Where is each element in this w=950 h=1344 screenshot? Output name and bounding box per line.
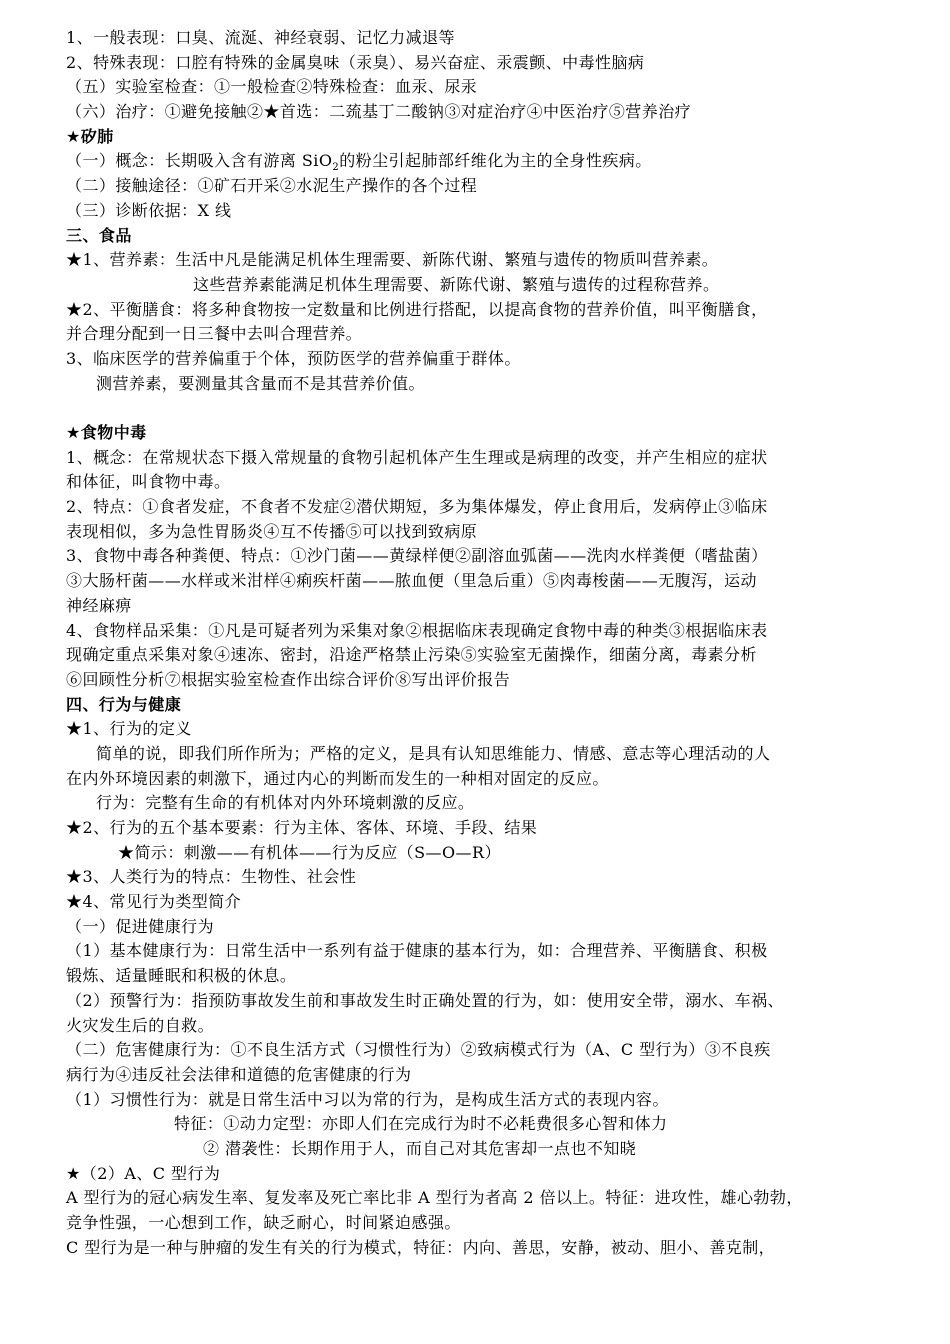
text-line: ★2、平衡膳食：将多种食物按一定数量和比例进行搭配，以提高食物的营养价值，叫平衡膳食， [66, 299, 768, 319]
text-line: 简单的说，即我们所作所为；严格的定义，是具有认知思维能力、情感、意志等心理活动的人 [96, 743, 771, 763]
text-line: 病行为④违反社会法律和道德的危害健康的行为 [66, 1064, 412, 1084]
text-line: 1、一般表现：口臭、流涎、神经衰弱、记忆力减退等 [66, 28, 455, 47]
text-line: （一）促进健康行为 [66, 916, 215, 936]
text-line: ★1、营养素：生活中凡是能满足机体生理需要、新陈代谢、繁殖与遗传的物质叫营养素。 [66, 250, 719, 270]
text-line: 竞争性强，一心想到工作，缺乏耐心，时间紧迫感强。 [66, 1213, 461, 1232]
text-line: 在内外环境因素的刺激下，通过内心的判断而发生的一种相对固定的反应。 [66, 768, 609, 788]
text-line: （二）接触途径：①矿石开采②水泥生产操作的各个过程 [66, 176, 478, 196]
text-line: ★2、行为的五个基本要素：行为主体、客体、环境、手段、结果 [66, 818, 538, 837]
subscript: 2 [332, 162, 340, 174]
text-line: （六）治疗：①避免接触②★首选：二巯基丁二酸钠③对症治疗④中医治疗⑤营养治疗 [66, 102, 692, 122]
text-line: 特征：①动力定型：亦即人们在完成行为时不必耗费很多心智和体力 [174, 1114, 668, 1134]
text-line: 火灾发生后的自救。 [66, 1015, 215, 1035]
text-fragment: （一）概念：长期吸入含有游离 SiO [66, 151, 333, 171]
text-line: ★3、人类行为的特点：生物性、社会性 [66, 867, 357, 887]
blank-line [66, 396, 884, 421]
text-line: 测营养素，要测量其含量而不是其营养价值。 [96, 373, 426, 393]
text-line: （1）基本健康行为：日常生活中一系列有益于健康的基本行为，如：合理营养、平衡膳食、积极 [66, 941, 768, 961]
text-line: ③大肠杆菌——水样或米泔样④痢疾杆菌——脓血便（里急后重）⑤肉毒梭菌——无腹泻，运动 [66, 571, 757, 591]
text-line: 2、特殊表现：口腔有特殊的金属臭味（汞臭）、易兴奋症、汞震颤、中毒性脑病 [66, 52, 645, 72]
section-heading: 四、行为与健康 [66, 694, 182, 714]
text-line: 表现相似，多为急性胃肠炎④互不传播⑤可以找到致病原 [66, 521, 478, 541]
text-line: （2）预警行为：指预防事故发生前和事故发生时正确处置的行为，如：使用安全带，溺水、车祸、 [66, 990, 784, 1010]
section-heading: ★食物中毒 [66, 423, 147, 442]
text-line: 行为：完整有生命的有机体对内外环境刺激的反应。 [96, 793, 475, 813]
text-line: 4、食物样品采集：①凡是可疑者列为采集对象②根据临床表现确定食物中毒的种类③根据临床表 [66, 620, 768, 640]
text-line: 现确定重点采集对象④速冻、密封，沿途严格禁止污染⑤实验室无菌操作，细菌分离，毒素分析 [66, 645, 757, 665]
text-line: ★（2）A、C 型行为 [66, 1163, 221, 1183]
section-heading: 三、食品 [66, 225, 132, 245]
text-line: 锻炼、适量睡眠和积极的休息。 [66, 966, 297, 986]
text-line: ★1、行为的定义 [66, 719, 192, 739]
text-line: （1）习惯性行为：就是日常生活中习以为常的行为，是构成生活方式的表现内容。 [66, 1089, 669, 1109]
text-line: 并合理分配到一日三餐中去叫合理营养。 [66, 324, 363, 344]
text-line: 3、临床医学的营养偏重于个体，预防医学的营养偏重于群体。 [66, 348, 521, 368]
text-line: （三）诊断依据：X 线 [66, 200, 232, 220]
text-line: A 型行为的冠心病发生率、复发率及死亡率比非 A 型行为者高 2 倍以上。特征：进攻性，雄心勃勃， [66, 1188, 803, 1208]
text-line: 3、食物中毒各种粪便、特点：①沙门菌——黄绿样便②副溶血弧菌——洗肉水样粪便（嗜盐菌） [66, 546, 768, 566]
text-line: （五）实验室检查：①一般检查②特殊检查：血汞、尿汞 [66, 77, 478, 97]
section-heading: ★矽肺 [66, 126, 114, 146]
text-fragment: 的粉尘引起肺部纤维化为主的全身性疾病。 [339, 151, 652, 171]
text-line: ★简示：刺激——有机体——行为反应（S—O—R） [118, 842, 501, 862]
text-line: 和体征，叫食物中毒。 [66, 472, 231, 492]
text-line: ⑥回顾性分析⑦根据实验室检查作出综合评价⑧写出评价报告 [66, 669, 511, 689]
text-line: 2、特点：①食者发症，不食者不发症②潜伏期短，多为集体爆发，停止食用后，发病停止③临床 [66, 497, 768, 517]
text-line-formula [66, 149, 884, 174]
text-line: 1、概念：在常规状态下摄入常规量的食物引起机体产生生理或是病理的改变，并产生相应的症状 [66, 447, 768, 467]
text-line: ★4、常见行为类型简介 [66, 892, 242, 912]
text-line: ② 潜袭性：长期作用于人，而自己对其危害却一点也不知晓 [203, 1138, 637, 1158]
text-line: 这些营养素能满足机体生理需要、新陈代谢、繁殖与遗传的过程称营养。 [193, 274, 720, 294]
text-line: C 型行为是一种与肿瘤的发生有关的行为模式，特征：内向、善思，安静，被动、胆小、善克制， [66, 1237, 776, 1257]
text-line: 神经麻痹 [66, 595, 132, 615]
text-line: （二）危害健康行为：①不良生活方式（习惯性行为）②致病模式行为（A、C 型行为）③不良疾 [66, 1040, 771, 1060]
